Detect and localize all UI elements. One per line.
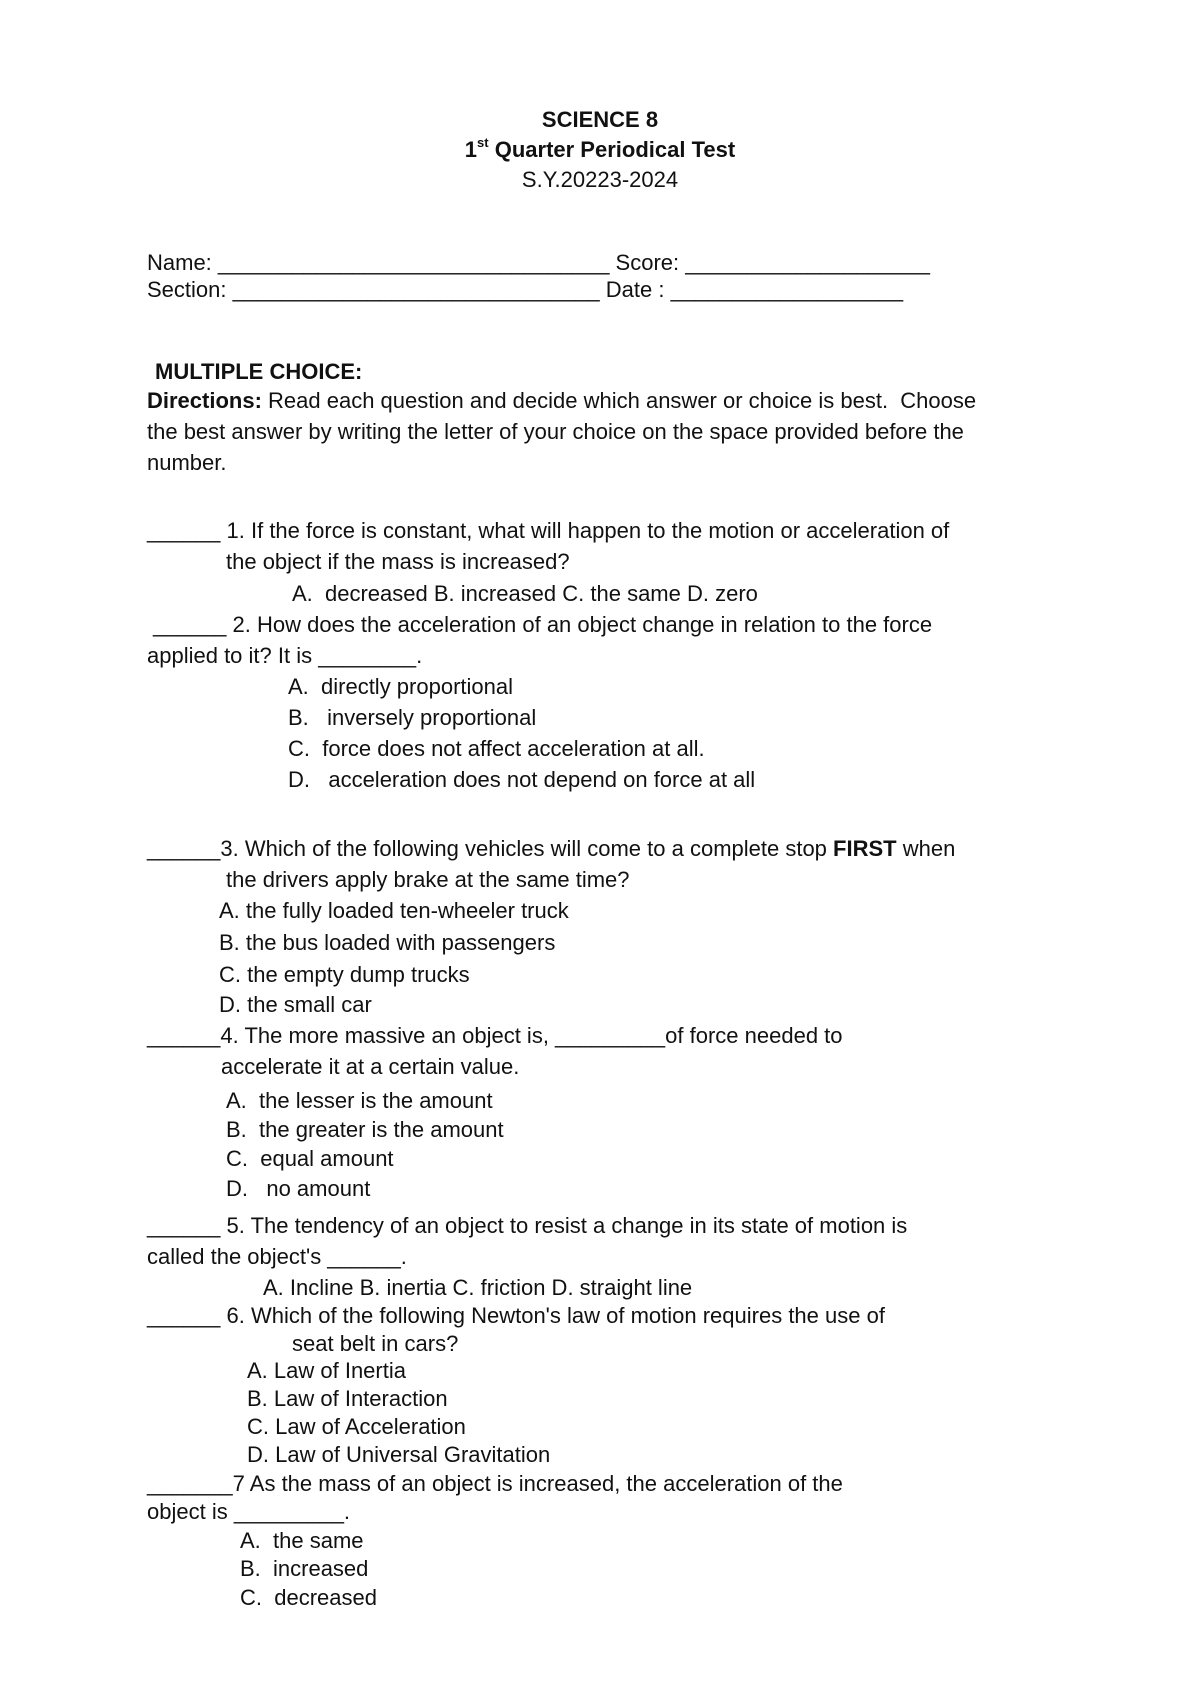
question-5-cont: called the object's ______.: [147, 1244, 407, 1269]
quarter-title: [0, 134, 1200, 163]
question-2-option-a: A. directly proportional: [288, 674, 513, 699]
question-3-text-end: when: [896, 836, 956, 861]
question-6-option-d: D. Law of Universal Gravitation: [247, 1442, 551, 1467]
directions-text-1: Read each question and decide which answer or choice is best. Choose: [261, 388, 977, 413]
subject-title: SCIENCE 8: [541, 107, 659, 132]
name-score-line[interactable]: Name: ________________________________ Score: ____________________: [147, 250, 930, 275]
question-6-option-a: A. Law of Inertia: [247, 1358, 406, 1383]
question-1-options: A. decreased B. increased C. the same D. zero: [292, 581, 758, 606]
question-2-option-b: B. inversely proportional: [288, 705, 537, 730]
directions-line-3: number.: [147, 450, 227, 475]
question-4-cont: accelerate it at a certain value.: [221, 1054, 520, 1079]
directions-line-2: the best answer by writing the letter of your choice on the space provided before the: [147, 419, 964, 444]
question-1-cont: the object if the mass is increased?: [226, 549, 570, 574]
question-2-option-c: C. force does not affect acceleration at all.: [288, 736, 705, 761]
question-2-cont: applied to it? It is ________.: [147, 643, 423, 668]
question-3-cont: the drivers apply brake at the same time?: [226, 867, 630, 892]
question-1: ______ 1. If the force is constant, what will happen to the motion or acceleration of: [147, 518, 950, 543]
question-6-option-b: B. Law of Interaction: [247, 1386, 448, 1411]
question-5-options: A. Incline B. inertia C. friction D. straight line: [263, 1275, 693, 1300]
question-4-option-b: B. the greater is the amount: [226, 1117, 504, 1142]
directions-label: Directions:: [147, 388, 262, 413]
question-6: ______ 6. Which of the following Newton's law of motion requires the use of: [147, 1303, 885, 1328]
question-3-option-d: D. the small car: [219, 992, 372, 1017]
question-3-emphasis: FIRST: [833, 836, 897, 861]
question-3-option-b: B. the bus loaded with passengers: [219, 930, 556, 955]
quarter-ordinal: st: [477, 134, 489, 150]
question-3: [147, 835, 955, 863]
question-2: ______ 2. How does the acceleration of an object change in relation to the force: [153, 612, 933, 637]
question-4-option-a: A. the lesser is the amount: [226, 1088, 493, 1113]
question-2-option-d: D. acceleration does not depend on force at all: [288, 767, 756, 792]
multiple-choice-heading: MULTIPLE CHOICE:: [155, 359, 363, 384]
question-5: ______ 5. The tendency of an object to resist a change in its state of motion is: [147, 1213, 908, 1238]
question-3-option-a: A. the fully loaded ten-wheeler truck: [219, 898, 569, 923]
question-6-cont: seat belt in cars?: [292, 1331, 459, 1356]
question-7-option-a: A. the same: [240, 1528, 364, 1553]
section-date-line[interactable]: Section: ______________________________ Date : ___________________: [147, 277, 904, 302]
quarter-number: 1: [464, 137, 478, 162]
question-7: _______7 As the mass of an object is increased, the acceleration of the: [147, 1471, 843, 1496]
directions-line-1: [147, 387, 976, 415]
question-7-option-b: B. increased: [240, 1556, 369, 1581]
question-7-option-c: C. decreased: [240, 1585, 377, 1610]
quarter-text: Quarter Periodical Test: [488, 137, 736, 162]
school-year: S.Y.20223-2024: [521, 167, 679, 192]
question-4-option-c: C. equal amount: [226, 1146, 394, 1171]
question-7-cont: object is _________.: [147, 1499, 351, 1524]
question-3-text: ______3. Which of the following vehicles will come to a complete stop: [147, 836, 834, 861]
question-6-option-c: C. Law of Acceleration: [247, 1414, 466, 1439]
question-4-option-d: D. no amount: [226, 1176, 371, 1201]
question-4: ______4. The more massive an object is, _________of force needed to: [147, 1023, 843, 1048]
question-3-option-c: C. the empty dump trucks: [219, 962, 470, 987]
